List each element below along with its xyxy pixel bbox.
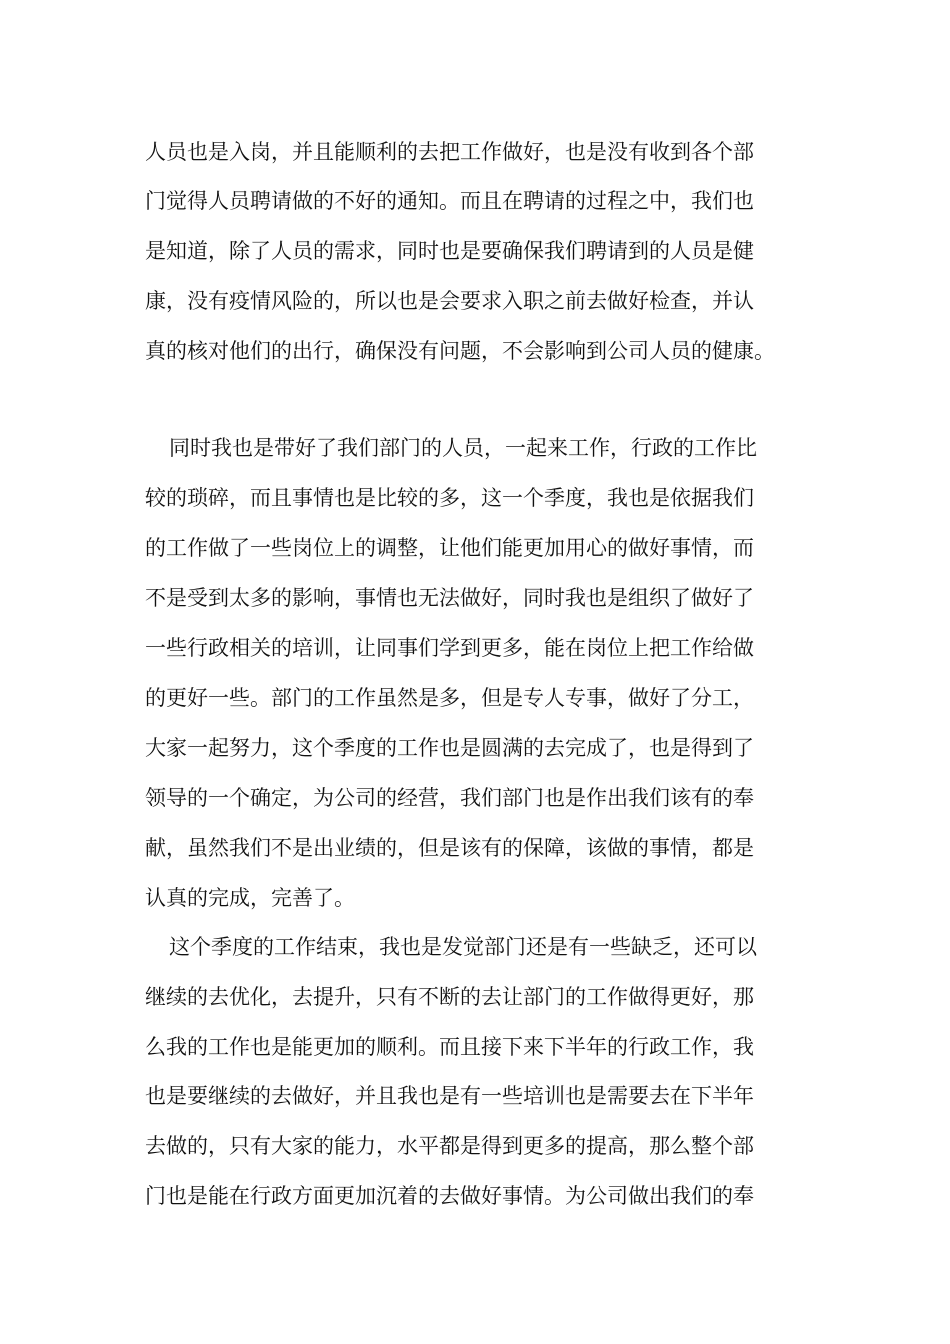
text-line: 继续的去优化，去提升，只有不断的去让部门的工作做得更好，那 <box>145 985 754 1009</box>
text-line: 门觉得人员聘请做的不好的通知。而且在聘请的过程之中，我们也 <box>145 189 754 213</box>
text-line: 么我的工作也是能更加的顺利。而且接下来下半年的行政工作，我 <box>145 1035 754 1059</box>
text-line: 康，没有疫情风险的，所以也是会要求入职之前去做好检查，并认 <box>145 289 754 313</box>
text-line: 去做的，只有大家的能力，水平都是得到更多的提高，那么整个部 <box>145 1134 754 1158</box>
text-line: 是知道，除了人员的需求，同时也是要确保我们聘请到的人员是健 <box>145 239 754 263</box>
text-line: 这个季度的工作结束，我也是发觉部门还是有一些缺乏，还可以 <box>169 935 757 959</box>
text-line: 同时我也是带好了我们部门的人员，一起来工作，行政的工作比 <box>169 436 757 460</box>
text-line: 真的核对他们的出行，确保没有问题，不会影响到公司人员的健康。 <box>145 339 775 363</box>
text-line: 较的琐碎，而且事情也是比较的多，这一个季度，我也是依据我们 <box>145 486 754 510</box>
text-line: 人员也是入岗，并且能顺利的去把工作做好，也是没有收到各个部 <box>145 140 754 164</box>
text-line: 也是要继续的去做好，并且我也是有一些培训也是需要去在下半年 <box>145 1084 754 1108</box>
text-line: 领导的一个确定，为公司的经营，我们部门也是作出我们该有的奉 <box>145 786 754 810</box>
text-line: 不是受到太多的影响，事情也无法做好，同时我也是组织了做好了 <box>145 586 754 610</box>
text-line: 门也是能在行政方面更加沉着的去做好事情。为公司做出我们的奉 <box>145 1184 754 1208</box>
text-line: 一些行政相关的培训，让同事们学到更多，能在岗位上把工作给做 <box>145 636 754 660</box>
text-line: 的工作做了一些岗位上的调整，让他们能更加用心的做好事情，而 <box>145 536 754 560</box>
text-line: 认真的完成，完善了。 <box>145 886 355 910</box>
text-line: 的更好一些。部门的工作虽然是多，但是专人专事，做好了分工， <box>145 686 754 710</box>
text-line: 大家一起努力，这个季度的工作也是圆满的去完成了，也是得到了 <box>145 736 754 760</box>
text-line: 献，虽然我们不是出业绩的，但是该有的保障，该做的事情，都是 <box>145 836 754 860</box>
